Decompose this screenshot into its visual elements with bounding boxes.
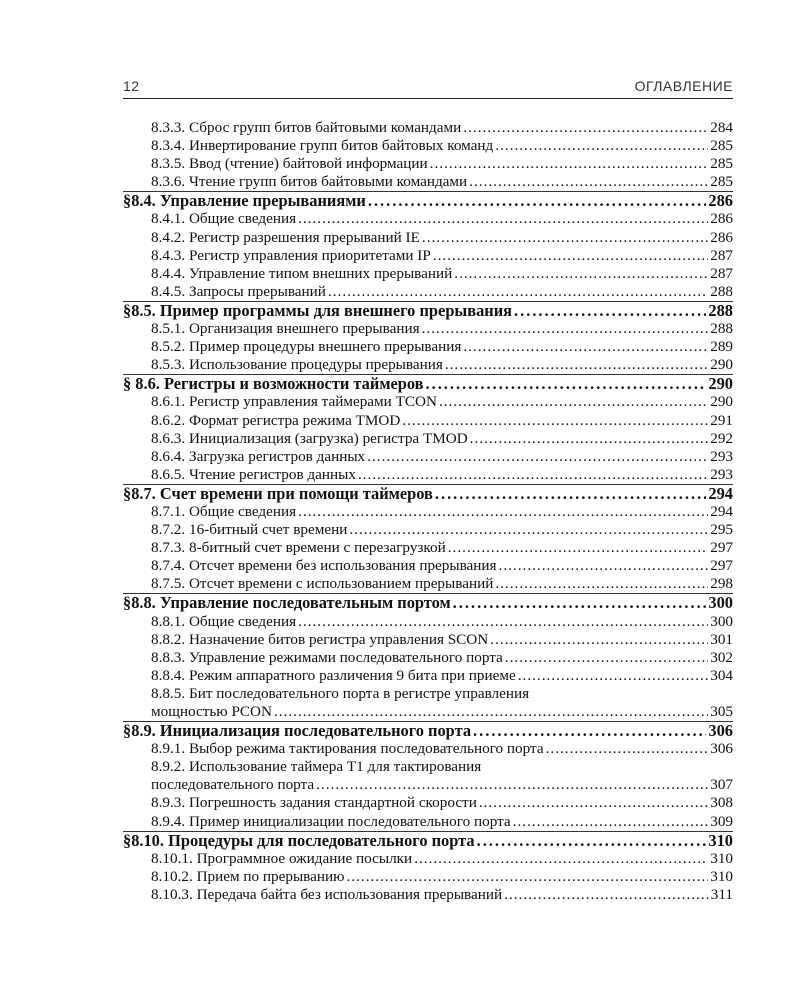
toc-entry-continuation — [151, 776, 733, 794]
toc-entry-page: 287 — [710, 264, 733, 282]
toc-entry-title: 8.10.3. Передача байта без использования прерываний — [151, 885, 503, 903]
toc-entry-page: 290 — [710, 356, 733, 374]
toc-subsection-entry[interactable] — [123, 448, 733, 466]
dot-leader — [402, 412, 708, 430]
dot-leader — [422, 320, 709, 338]
toc-subsection-entry[interactable] — [123, 137, 733, 155]
dot-leader — [448, 539, 708, 557]
toc-entry-title: 8.4.1. Общие сведения — [151, 210, 297, 228]
toc-subsection-entry[interactable] — [123, 503, 733, 521]
toc-subsection-entry[interactable] — [123, 868, 733, 886]
toc-entry-page: 285 — [710, 137, 733, 155]
toc-entry-page: 286 — [710, 228, 733, 246]
toc-entry-title: 8.5.1. Организация внешнего прерывания — [151, 320, 420, 338]
dot-leader — [414, 850, 708, 868]
dot-leader — [453, 594, 707, 612]
toc-subsection-entry[interactable] — [123, 356, 733, 374]
dot-leader — [463, 119, 708, 137]
toc-entry-title: 8.9.3. Погрешность задания стандартной скорости — [151, 794, 477, 812]
toc-entry-continuation — [151, 703, 733, 721]
toc-entry-title: 8.5.3. Использование процедуры прерывания — [151, 356, 443, 374]
toc-entry-title: 8.8.1. Общие сведения — [151, 612, 297, 630]
dot-leader — [495, 137, 708, 155]
toc-section-entry[interactable] — [123, 374, 733, 393]
toc-entry-page: 310 — [710, 849, 733, 867]
toc-entry-title: 8.8.5. Бит последовательного порта в регистре управления — [151, 684, 530, 702]
toc-entry-page: 307 — [710, 776, 733, 794]
toc-entry-page: 301 — [710, 630, 733, 648]
toc-subsection-entry[interactable] — [123, 740, 733, 758]
toc-entry-page: 285 — [710, 155, 733, 173]
toc-section-entry[interactable] — [123, 831, 733, 850]
toc-entry-title: §8.4. Управление прерываниями — [123, 191, 366, 211]
toc-entry-page: 305 — [710, 703, 733, 720]
toc-subsection-entry[interactable] — [123, 430, 733, 448]
toc-entry-page: 290 — [710, 393, 733, 411]
toc-entry-title: 8.4.4. Управление типом внешних прерываний — [151, 264, 453, 282]
dot-leader — [518, 667, 709, 685]
toc-entry-page: 311 — [710, 885, 733, 903]
toc-section-entry[interactable] — [123, 484, 733, 503]
toc-subsection-entry[interactable] — [123, 521, 733, 539]
toc-subsection-entry[interactable] — [123, 667, 733, 685]
toc-entry-title: 8.6.2. Формат регистра режима TMOD — [151, 411, 401, 429]
toc-entry-title: 8.3.3. Сброс групп битов байтовыми командами — [151, 119, 462, 136]
toc-entry-title: § 8.6. Регистры и возможности таймеров — [123, 374, 424, 394]
toc-subsection-entry[interactable] — [123, 210, 733, 228]
toc-entry-page: 297 — [710, 539, 733, 557]
toc-subsection-entry[interactable] — [123, 613, 733, 631]
dot-leader — [469, 173, 708, 191]
toc-entry-page: 288 — [710, 282, 733, 300]
toc-subsection-entry[interactable] — [123, 338, 733, 356]
toc-entry-title: 8.10.1. Программное ожидание посылки — [151, 849, 413, 867]
dot-leader — [454, 265, 708, 283]
toc-subsection-entry[interactable] — [123, 155, 733, 173]
dot-leader — [435, 485, 707, 503]
toc-entry-title: 8.5.2. Пример процедуры внешнего прерывания — [151, 338, 462, 356]
dot-leader — [439, 393, 708, 411]
dot-leader — [422, 229, 708, 247]
toc-subsection-entry[interactable] — [123, 539, 733, 557]
dot-leader — [349, 521, 708, 539]
toc-section-entry[interactable] — [123, 191, 733, 210]
toc-entry-page: 300 — [710, 612, 733, 630]
toc-entry-page: 297 — [710, 557, 733, 575]
toc-entry-page: 286 — [708, 191, 733, 211]
dot-leader — [479, 794, 708, 812]
running-title: ОГЛАВЛЕНИЕ — [634, 78, 733, 94]
toc-subsection-entry[interactable] — [123, 393, 733, 411]
toc-entry-title: 8.8.2. Назначение битов регистра управления SCON — [151, 630, 489, 648]
toc-entry-title: 8.4.5. Запросы прерываний — [151, 282, 326, 300]
toc-entry-title: §8.7. Счет времени при помощи таймеров — [123, 483, 433, 503]
dot-leader — [426, 375, 707, 393]
toc-entry-page: 302 — [710, 648, 733, 666]
page-number: 12 — [123, 78, 140, 94]
toc-entry-title: §8.8. Управление последовательным портом — [123, 593, 451, 613]
toc-entry-title: 8.3.5. Ввод (чтение) байтовой информации — [151, 155, 428, 173]
toc-subsection-entry[interactable] — [123, 813, 733, 831]
toc-subsection-entry[interactable] — [123, 466, 733, 484]
toc-entry-page: 288 — [708, 300, 733, 320]
toc-entry-page: 291 — [710, 411, 733, 429]
toc-entry-title: 8.8.3. Управление режимами последовательного порта — [151, 648, 503, 666]
dot-leader — [504, 886, 709, 904]
toc-subsection-entry[interactable] — [123, 649, 733, 667]
toc-entry-title: 8.9.2. Использование таймера T1 для тактирования — [151, 758, 482, 776]
toc-entry-title: 8.9.1. Выбор режима тактирования последовательного порта — [151, 740, 544, 758]
toc-entry-page: 300 — [708, 593, 733, 613]
toc-entry-page: 287 — [710, 246, 733, 264]
dot-leader — [298, 210, 708, 228]
toc-entry-page: 306 — [710, 740, 733, 758]
toc-entry-title-continued: мощностью PCON — [151, 703, 272, 720]
toc-entry-title: 8.7.1. Общие сведения — [151, 502, 297, 520]
toc-entry-page: 304 — [710, 666, 733, 684]
toc-entry-title: §8.5. Пример программы для внешнего прерывания — [123, 300, 513, 320]
dot-leader — [445, 356, 708, 374]
toc-subsection-entry[interactable] — [123, 229, 733, 247]
toc-entry-page: 285 — [710, 173, 733, 191]
toc-subsection-entry[interactable] — [123, 265, 733, 283]
dot-leader — [499, 557, 709, 575]
toc-entry-title: 8.6.1. Регистр управления таймерами TCON — [151, 393, 437, 411]
dot-leader — [490, 631, 708, 649]
toc-subsection-entry[interactable] — [123, 886, 733, 904]
dot-leader — [298, 613, 708, 631]
dot-leader — [430, 155, 709, 173]
toc-subsection-entry[interactable] — [123, 173, 733, 191]
dot-leader — [367, 448, 708, 466]
toc-entry-title: 8.7.2. 16-битный счет времени — [151, 521, 348, 539]
toc-subsection-entry[interactable] — [123, 575, 733, 593]
toc-entry-page: 289 — [710, 338, 733, 356]
toc-entry-page: 290 — [708, 374, 733, 394]
toc-entry-title: 8.4.3. Регистр управления приоритетами IP — [151, 246, 431, 264]
toc-subsection-entry[interactable] — [123, 247, 733, 265]
dot-leader — [477, 832, 707, 850]
toc-entry-title: 8.8.4. Режим аппаратного различения 9 бита при приеме — [151, 666, 516, 684]
toc-subsection-entry[interactable] — [123, 412, 733, 430]
dot-leader — [347, 868, 709, 886]
toc-entry-page: 306 — [708, 721, 733, 741]
toc-section-entry[interactable] — [123, 301, 733, 320]
toc-subsection-entry[interactable] — [123, 794, 733, 812]
toc-entry-title: 8.7.3. 8-битный счет времени с перезагрузкой — [151, 539, 446, 557]
toc-subsection-entry[interactable] — [123, 758, 733, 794]
toc-entry-page: 293 — [710, 465, 733, 483]
toc-entry-title: 8.6.4. Загрузка регистров данных — [151, 447, 366, 465]
toc-entry-title: 8.4.2. Регистр разрешения прерываний IE — [151, 228, 420, 246]
toc-section-entry[interactable] — [123, 593, 733, 612]
toc-entry-page: 294 — [710, 502, 733, 520]
toc-entry-page: 308 — [710, 794, 733, 812]
toc-subsection-entry[interactable] — [123, 557, 733, 575]
toc-entry-title: 8.9.4. Пример инициализации последовательного порта — [151, 812, 511, 830]
dot-leader — [298, 503, 708, 521]
dot-leader — [546, 740, 709, 758]
toc-entry-title: 8.3.4. Инвертирование групп битов байтовых команд — [151, 137, 494, 155]
dot-leader — [470, 430, 709, 448]
toc-entry-page: 292 — [710, 429, 733, 447]
dot-leader — [514, 302, 706, 320]
toc-subsection-entry[interactable] — [123, 631, 733, 649]
dot-leader — [505, 649, 708, 667]
toc-subsection-entry[interactable] — [123, 850, 733, 868]
toc-entry-page: 309 — [710, 812, 733, 830]
toc-entry-page: 310 — [708, 830, 733, 850]
toc-entry-title: 8.6.5. Чтение регистров данных — [151, 465, 356, 483]
toc-entry-page: 295 — [710, 521, 733, 539]
toc-entry-title-continued: последовательного порта — [151, 776, 315, 794]
dot-leader — [433, 247, 708, 265]
toc-entry-title: 8.7.5. Отсчет времени с использованием прерываний — [151, 575, 494, 593]
dot-leader — [316, 776, 708, 794]
toc-entry-title: §8.10. Процедуры для последовательного порта — [123, 830, 475, 850]
dot-leader — [274, 703, 708, 721]
running-header — [123, 76, 733, 99]
toc-entry-page: 286 — [710, 210, 733, 228]
dot-leader — [473, 722, 706, 740]
toc-entry-page: 298 — [710, 575, 733, 593]
toc-subsection-entry[interactable] — [123, 283, 733, 301]
dot-leader — [368, 192, 707, 210]
dot-leader — [328, 283, 708, 301]
toc-entry-page: 293 — [710, 447, 733, 465]
toc-subsection-entry[interactable] — [123, 320, 733, 338]
toc-entry-title: §8.9. Инициализация последовательного порта — [123, 721, 472, 741]
dot-leader — [358, 466, 708, 484]
toc-entry-page: 288 — [710, 320, 733, 338]
toc-entry-title: 8.10.2. Прием по прерыванию — [151, 867, 345, 885]
table-of-contents — [123, 119, 733, 904]
toc-section-entry[interactable] — [123, 721, 733, 740]
toc-entry-page: 310 — [710, 867, 733, 885]
dot-leader — [463, 338, 708, 356]
toc-entry-title: 8.3.6. Чтение групп битов байтовыми командами — [151, 173, 468, 191]
toc-subsection-entry[interactable] — [123, 685, 733, 721]
toc-entry-page: 284 — [710, 119, 733, 136]
toc-entry-title: 8.7.4. Отсчет времени без использования прерывания — [151, 557, 497, 575]
dot-leader — [495, 575, 708, 593]
toc-entry-title: 8.6.3. Инициализация (загрузка) регистра TMOD — [151, 429, 468, 447]
toc-entry-page: 294 — [708, 483, 733, 503]
dot-leader — [513, 813, 709, 831]
toc-subsection-entry[interactable] — [123, 119, 733, 137]
